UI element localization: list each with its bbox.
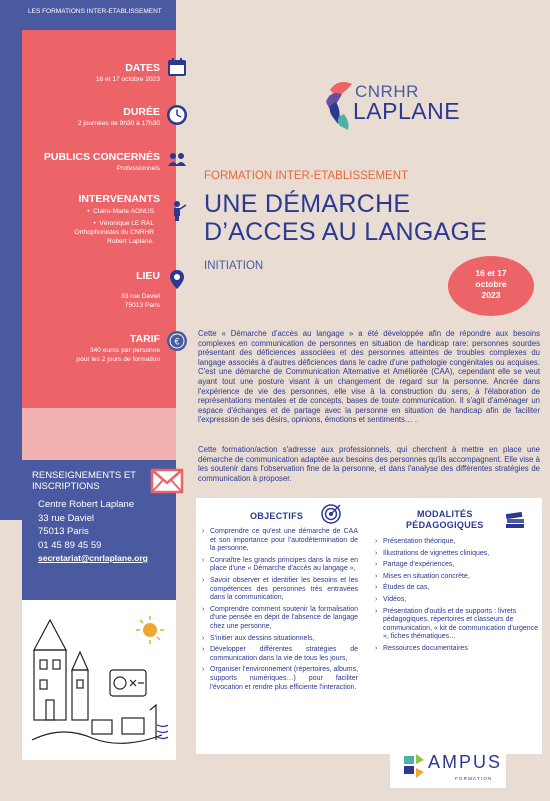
contact-title: RENSEIGNEMENTS ET INSCRIPTIONS bbox=[32, 470, 136, 492]
page-title bbox=[204, 190, 487, 246]
dates-heading: DATES bbox=[125, 62, 160, 74]
pink-band bbox=[22, 408, 176, 460]
lieu-line1: 33 rue Daviel bbox=[121, 293, 160, 300]
objectif-item: › S'initier aux dessins situationnels, bbox=[202, 635, 358, 644]
intro-paragraph-2: Cette formation/action s'adresse aux professionnels, qui cherchent à mettre en place une démarche de communication adaptée aux besoins des personnes qu'ils accompagnent. Elle vise à les soutenir dans l'observation fine de la personne, et dans l'analyse des différentes stratégies de communication à proposer. bbox=[198, 445, 540, 483]
left-stripe bbox=[0, 0, 22, 520]
contact-phone: 01 45 89 45 59 bbox=[38, 539, 102, 551]
intervenant-2-role: Orthophonistes du CNRHR bbox=[74, 229, 154, 236]
top-label: LES FORMATIONS INTER-ETABLISSEMENT bbox=[28, 8, 162, 15]
title-line-1: UNE DÉMARCHE bbox=[204, 190, 411, 218]
campus-c-icon bbox=[398, 750, 428, 780]
objectifs-heading: OBJECTIFS bbox=[250, 511, 304, 521]
modalite-item: › Ressources documentaires bbox=[375, 645, 539, 654]
logo-line2: LAPLANE bbox=[353, 98, 461, 124]
campus-wordmark: AMPUS bbox=[428, 752, 503, 772]
dates-text: 16 et 17 octobre 2023 bbox=[95, 76, 160, 83]
books-icon bbox=[504, 511, 526, 529]
objectif-item: › Connaître les grands principes dans la mise en place d'une « Démarche d'accès au langage », bbox=[202, 557, 358, 574]
modalites-list bbox=[375, 538, 539, 657]
level-label: INITIATION bbox=[204, 260, 264, 272]
modalites-heading bbox=[406, 509, 484, 531]
modalite-item: › Présentation d'outils et de supports : livrets pédagogiques, répertoires et classeurs de communication, « kit de communication d'urgence », fiches thématiques… bbox=[375, 608, 539, 642]
euro-icon bbox=[166, 330, 188, 352]
situational-drawing bbox=[22, 600, 176, 760]
contact-city: 75013 Paris bbox=[38, 526, 89, 537]
tarif-line2: pour les 2 jours de formation bbox=[76, 356, 160, 363]
contact-center: Centre Robert Laplane bbox=[38, 499, 135, 510]
date-badge-line3: 2023 bbox=[481, 290, 501, 300]
logo-line1: CNRHR bbox=[355, 82, 419, 101]
date-badge-line2: octobre bbox=[475, 279, 507, 289]
house-drawing-icon bbox=[22, 600, 176, 760]
objectif-item: › Comprendre ce qu'est une démarche de CAA et son importance pour l'autodétermination de la personne, bbox=[202, 528, 358, 554]
intervenant-1: • Claire-Marie AGNUS bbox=[87, 208, 154, 215]
contact-street: 33 rue Daviel bbox=[38, 512, 94, 524]
people-icon bbox=[166, 148, 188, 170]
publics-text: Professionnels bbox=[116, 165, 160, 172]
formation-subtitle: FORMATION INTER-ETABLISSEMENT bbox=[204, 170, 409, 182]
speaker-icon bbox=[166, 200, 188, 222]
lieu-heading: LIEU bbox=[136, 270, 160, 282]
duree-text: 2 journées de 9h30 à 17h30 bbox=[77, 120, 160, 127]
modalite-item: › Vidéos, bbox=[375, 596, 539, 605]
objectif-item: › Savoir observer et identifier les besoins et les compétences des personnes très entravées dans la communication, bbox=[202, 577, 358, 603]
lieu-line2: 75013 Paris bbox=[124, 302, 160, 309]
objectif-item: › Développer différentes stratégies de communication dans la vie de tous les jours, bbox=[202, 646, 358, 663]
tarif-line1: 340 euros par personne bbox=[89, 347, 160, 354]
objectifs-list bbox=[202, 528, 358, 695]
contact-details bbox=[38, 498, 148, 566]
title-line-2: D’ACCES AU LANGAGE bbox=[204, 218, 488, 246]
modalite-item: › Présentation théorique, bbox=[375, 538, 539, 547]
calendar-icon bbox=[166, 56, 188, 78]
intervenants-heading: INTERVENANTS bbox=[78, 193, 160, 205]
modalite-item: › Illustrations de vignettes cliniques, bbox=[375, 550, 539, 559]
tarif-heading: TARIF bbox=[129, 333, 160, 345]
location-pin-icon bbox=[166, 268, 188, 290]
intervenant-2: • Véronique LE RAL bbox=[93, 220, 154, 227]
modalites-heading-line1: MODALITÉS bbox=[416, 509, 473, 519]
clock-icon bbox=[166, 104, 188, 126]
svg-text:€: € bbox=[174, 336, 180, 347]
mail-icon bbox=[150, 462, 184, 496]
objectif-item: › Organiser l'environnement (répertoires, albums, supports numériques…) pour faciliter l'évocation et rendre plus efficiente l'interaction. bbox=[202, 666, 358, 692]
modalite-item: › Études de cas, bbox=[375, 584, 539, 593]
target-icon bbox=[320, 503, 342, 525]
modalite-item: › Mises en situation concrète, bbox=[375, 573, 539, 582]
intervenant-2-org: Robert Laplane. bbox=[107, 238, 154, 245]
duree-heading: DURÉE bbox=[123, 106, 160, 118]
modalites-heading-line2: PÉDAGOGIQUES bbox=[406, 520, 484, 530]
campus-subtitle: FORMATION bbox=[455, 776, 493, 781]
modalite-item: › Partage d'expériences, bbox=[375, 561, 539, 570]
contact-email-link[interactable]: secretariat@cnrlaplane.org bbox=[38, 553, 148, 563]
date-badge-text bbox=[448, 268, 534, 301]
objectif-item: › Comprendre comment soutenir la formalisation d'une pensée en dépit de l'absence de langage chez une personne, bbox=[202, 606, 358, 632]
date-badge-line1: 16 et 17 bbox=[475, 268, 507, 278]
publics-heading: PUBLICS CONCERNÉS bbox=[43, 151, 160, 163]
intro-paragraph-1: Cette « Démarche d'accès au langage » a été développée afin de répondre aux besoins complexes en communication de personnes en situation de handicap rare: personnes sourdes présentant des déficiences associées et des personnes atteintes de troubles complexes du langage associés à d'autres déficiences dans le cadre d'une pathologie congénitales ou acquises. C'est une démarche de Communication Alternative et Améliorée (CAA), cependant elle se veut ayant tout une posture visant à un changement de regard sur la personne. Ancrée dans l'expérience de vie des personnes, elle vise à la construction du sens, à l'élaboration de représentations mentales et de concepts, bases de toute communication. Il s'agit d'aménager un espace d'échanges et de partage avec la personne en situation de handicap afin de faciliter l'expression de ses désirs, opinions, émotions et sentiments… . bbox=[198, 329, 540, 425]
